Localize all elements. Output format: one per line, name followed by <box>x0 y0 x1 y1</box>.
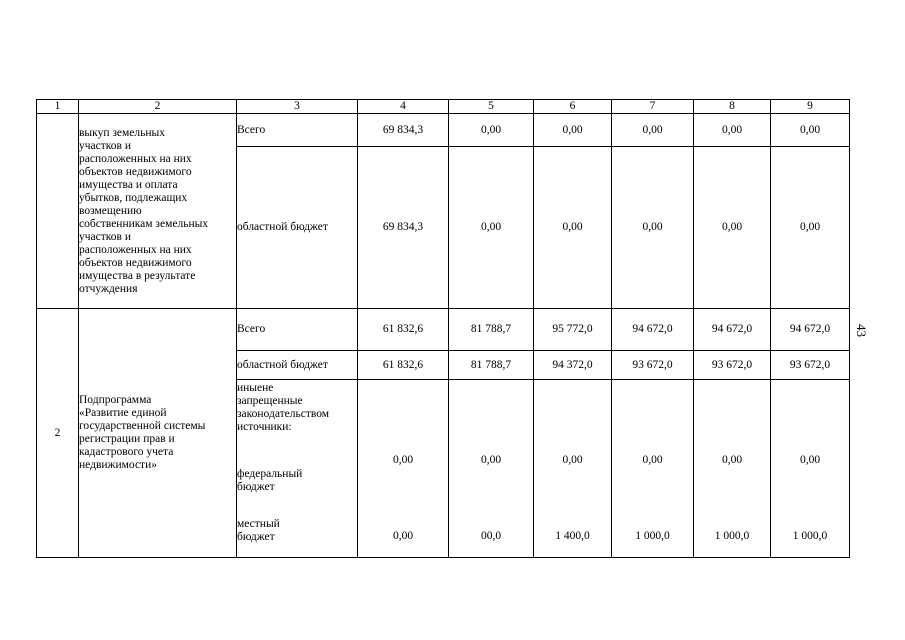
value-cell: 94 672,0 <box>771 309 850 351</box>
value-cell: 94 672,0 <box>694 309 771 351</box>
value-cell: 93 672,0 <box>771 351 850 380</box>
header-cell: 4 <box>358 100 449 114</box>
value-cell: 0,00 <box>534 147 612 309</box>
value-cell <box>612 380 694 558</box>
funding-source-cell: областной бюджет <box>237 351 358 380</box>
value-cell: 0,00 <box>612 147 694 309</box>
federal-value: 0,00 <box>392 454 414 466</box>
value-cell <box>534 380 612 558</box>
source-line: источники: <box>237 421 292 433</box>
activity-name-line: собственникам земельных <box>79 217 209 230</box>
value-cell: 69 834,3 <box>358 114 449 147</box>
federal-value: 0,00 <box>480 454 502 466</box>
budget-table <box>36 99 850 558</box>
value-cell: 94 372,0 <box>534 351 612 380</box>
value-cell: 81 788,7 <box>449 351 534 380</box>
header-row <box>37 100 850 114</box>
value-cell: 0,00 <box>771 147 850 309</box>
source-line: иныене <box>237 382 274 394</box>
subprogram-name-line: Подпрограмма <box>79 394 152 406</box>
local-value: 1 000,0 <box>635 530 670 542</box>
value-cell <box>449 380 534 558</box>
federal-value: 0,00 <box>642 454 663 466</box>
table-row <box>37 309 850 351</box>
value-cell: 0,00 <box>694 147 771 309</box>
subprogram-name-line: кадастрового учета <box>79 446 174 458</box>
activity-name-line: участков и <box>79 230 131 243</box>
subprogram-name-cell <box>79 309 237 558</box>
value-cell: 81 788,7 <box>449 309 534 351</box>
funding-source-cell: Всего <box>237 114 358 147</box>
header-cell: 2 <box>79 100 237 114</box>
subprogram-name-line: недвижимости» <box>79 459 157 471</box>
value-cell: 93 672,0 <box>612 351 694 380</box>
value-cell: 0,00 <box>694 114 771 147</box>
funding-source-cell: областной бюджет <box>237 147 358 309</box>
activity-name-line: убытков, подлежащих <box>79 191 188 204</box>
activity-name-line: участков и <box>79 139 131 152</box>
activity-name-line: возмещению <box>79 204 142 217</box>
value-cell <box>694 380 771 558</box>
source-line: местный <box>237 518 280 530</box>
table-row <box>37 114 850 147</box>
header-cell: 8 <box>694 100 771 114</box>
value-cell: 95 772,0 <box>534 309 612 351</box>
local-value: 00,0 <box>480 530 502 542</box>
federal-value: 0,00 <box>721 454 743 466</box>
local-value: 1 000,0 <box>792 530 828 542</box>
header-cell: 5 <box>449 100 534 114</box>
funding-source-cell: Всего <box>237 309 358 351</box>
funding-source-cell <box>237 380 358 558</box>
value-cell: 94 672,0 <box>612 309 694 351</box>
activity-name-line: объектов недвижимого <box>79 256 192 269</box>
subprogram-name-line: регистрации прав и <box>79 433 175 445</box>
source-line: федеральный <box>237 468 303 480</box>
value-cell: 61 832,6 <box>358 309 449 351</box>
federal-value: 0,00 <box>562 454 583 466</box>
value-cell: 93 672,0 <box>694 351 771 380</box>
activity-name-line: расположенных на них <box>79 243 192 256</box>
local-value: 1 400,0 <box>555 530 590 542</box>
header-cell: 6 <box>534 100 612 114</box>
source-line: запрещенные <box>237 395 303 407</box>
value-cell: 0,00 <box>534 114 612 147</box>
page-number: 43 <box>854 324 869 337</box>
header-cell: 9 <box>771 100 850 114</box>
source-line: бюджет <box>237 481 275 493</box>
row-number-cell <box>37 114 79 309</box>
row-number-cell: 2 <box>37 309 79 558</box>
activity-name-line: объектов недвижимого <box>79 165 192 178</box>
value-cell: 0,00 <box>771 114 850 147</box>
header-cell: 3 <box>237 100 358 114</box>
subprogram-name-line: «Развитие единой <box>79 407 167 419</box>
activity-name-line: выкуп земельных <box>79 126 166 139</box>
source-line: бюджет <box>237 531 275 543</box>
federal-value: 0,00 <box>799 454 821 466</box>
header-cell: 1 <box>37 100 79 114</box>
activity-name-line: расположенных на них <box>79 152 192 165</box>
value-cell: 0,00 <box>449 114 534 147</box>
value-cell: 61 832,6 <box>358 351 449 380</box>
activity-name-cell <box>79 114 237 309</box>
source-line: законодательством <box>237 408 330 420</box>
value-cell: 0,00 <box>612 114 694 147</box>
header-cell: 7 <box>612 100 694 114</box>
value-cell <box>771 380 850 558</box>
value-cell: 69 834,3 <box>358 147 449 309</box>
activity-name-line: отчуждения <box>79 282 138 295</box>
value-cell: 0,00 <box>449 147 534 309</box>
local-value: 0,00 <box>392 530 414 542</box>
activity-name-line: имущества и оплата <box>79 178 178 191</box>
local-value: 1 000,0 <box>714 530 750 542</box>
subprogram-name-line: государственной системы <box>79 420 206 432</box>
activity-name-line: имущества в результате <box>79 269 196 282</box>
value-cell <box>358 380 449 558</box>
